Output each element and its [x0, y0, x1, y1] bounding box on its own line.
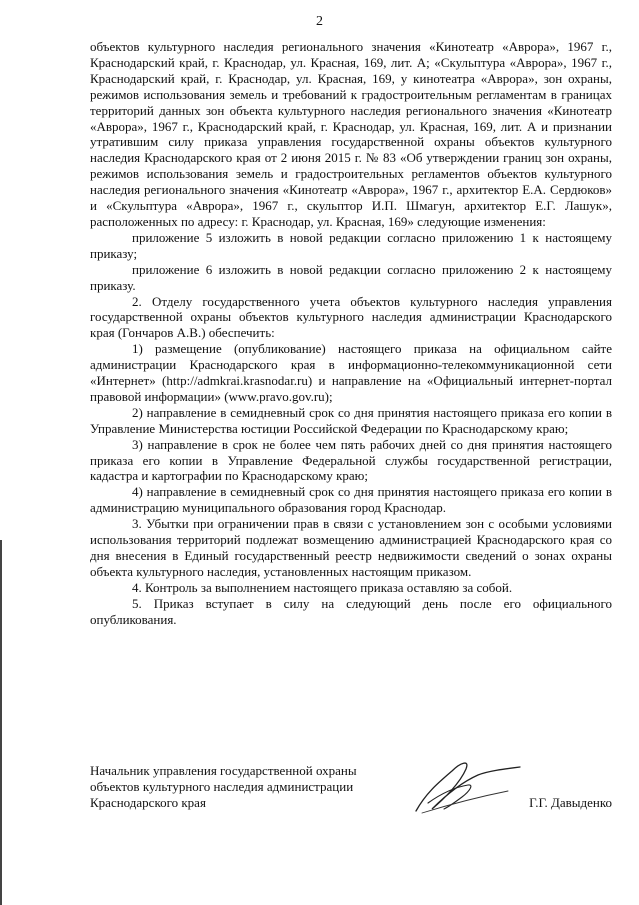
paragraph-item-2-3: 3) направление в срок не более чем пять рабочих дней со дня принятия настоящего приказа его копии в Управление Федеральной службы государственной регистрации, кадастра и картографии по Краснодарскому краю;: [90, 436, 612, 484]
paragraph-appendix-5: приложение 5 изложить в новой редакции согласно приложению 1 к настоящему приказу;: [90, 229, 612, 261]
signatory-title: Начальник управления государственной охраны объектов культурного наследия администрации Краснодарского края: [90, 763, 357, 810]
paragraph-item-2-4: 4) направление в семидневный срок со дня принятия настоящего приказа его копии в администрацию муниципального образования город Краснодар.: [90, 484, 612, 516]
paragraph-item-2-2: 2) направление в семидневный срок со дня принятия настоящего приказа его копии в Управление Министерства юстиции Российской Федерации по Краснодарскому краю;: [90, 404, 612, 436]
paragraph-item-3: 3. Убытки при ограничении прав в связи с установлением зон с особыми условиями использования территорий подлежат возмещению администрацией Краснодарского края со дня внесения в Единый государственный реестр недвижимости сведений о зонах охраны объекта культурного наследия, установленных настоящим приказом.: [90, 516, 612, 579]
paragraph-item-2: 2. Отделу государственного учета объектов культурного наследия управления государственной охраны объектов культурного наследия администрации Краснодарского края (Гончаров А.В.) обеспечить:: [90, 293, 612, 341]
page-number: 2: [316, 14, 323, 29]
paragraph-intro-continuation: объектов культурного наследия регионального значения «Кинотеатр «Аврора», 1967 г., Краснодарский край, г. Краснодар, ул. Красная, 169, лит. А; «Скульптура «Аврора», 1967 г., Краснодарский край, г. Краснодар, ул. Красная, 169, у кинотеатра «Аврора», зон охраны, режимов использования земель и требований к градостроительным регламентам в границах территорий данных зон объекта культурного наследия регионального значения «Кинотеатр «Аврора», 1967 г., Краснодарский край, г. Краснодар, ул. Красная, 169, лит. А и признании утратившим силу приказа управления государственной охраны объектов культурного наследия Краснодарского края от 2 июня 2015 г. № 83 «Об утверждении границ зон охраны, режимов использования земель и градостроительных регламентов объектов культурного наследия регионального значения «Кинотеатр «Аврора», 1967 г., архитектор Е.А. Сердюков» и «Скульптура «Аврора», 1967 г., скульптор И.П. Шмагун, архитектор Е.Г. Лашук», расположенных по адресу: г. Краснодар, ул. Красная, 169» следующие изменения:: [90, 39, 612, 229]
paragraph-item-5: 5. Приказ вступает в силу на следующий день после его официального опубликования.: [90, 595, 612, 627]
paragraph-item-4: 4. Контроль за выполнением настоящего приказа оставляю за собой.: [132, 579, 513, 595]
signature-block: [90, 763, 612, 833]
paragraph-appendix-6: приложение 6 изложить в новой редакции согласно приложению 2 к настоящему приказу.: [90, 261, 612, 293]
signatory-name: Г.Г. Давыденко: [529, 795, 612, 810]
body-text: [90, 39, 612, 628]
handwritten-signature: [408, 753, 528, 823]
paragraph-item-2-1: 1) размещение (опубликование) настоящего приказа на официальном сайте администрации Краснодарского края в информационно-телекоммуникационной сети «Интернет» (http://admkrai.krasnodar.ru) и направление на «Официальный интернет-портал правовой информации» (www.pravo.gov.ru);: [90, 341, 612, 404]
scan-edge-line: [0, 540, 2, 905]
